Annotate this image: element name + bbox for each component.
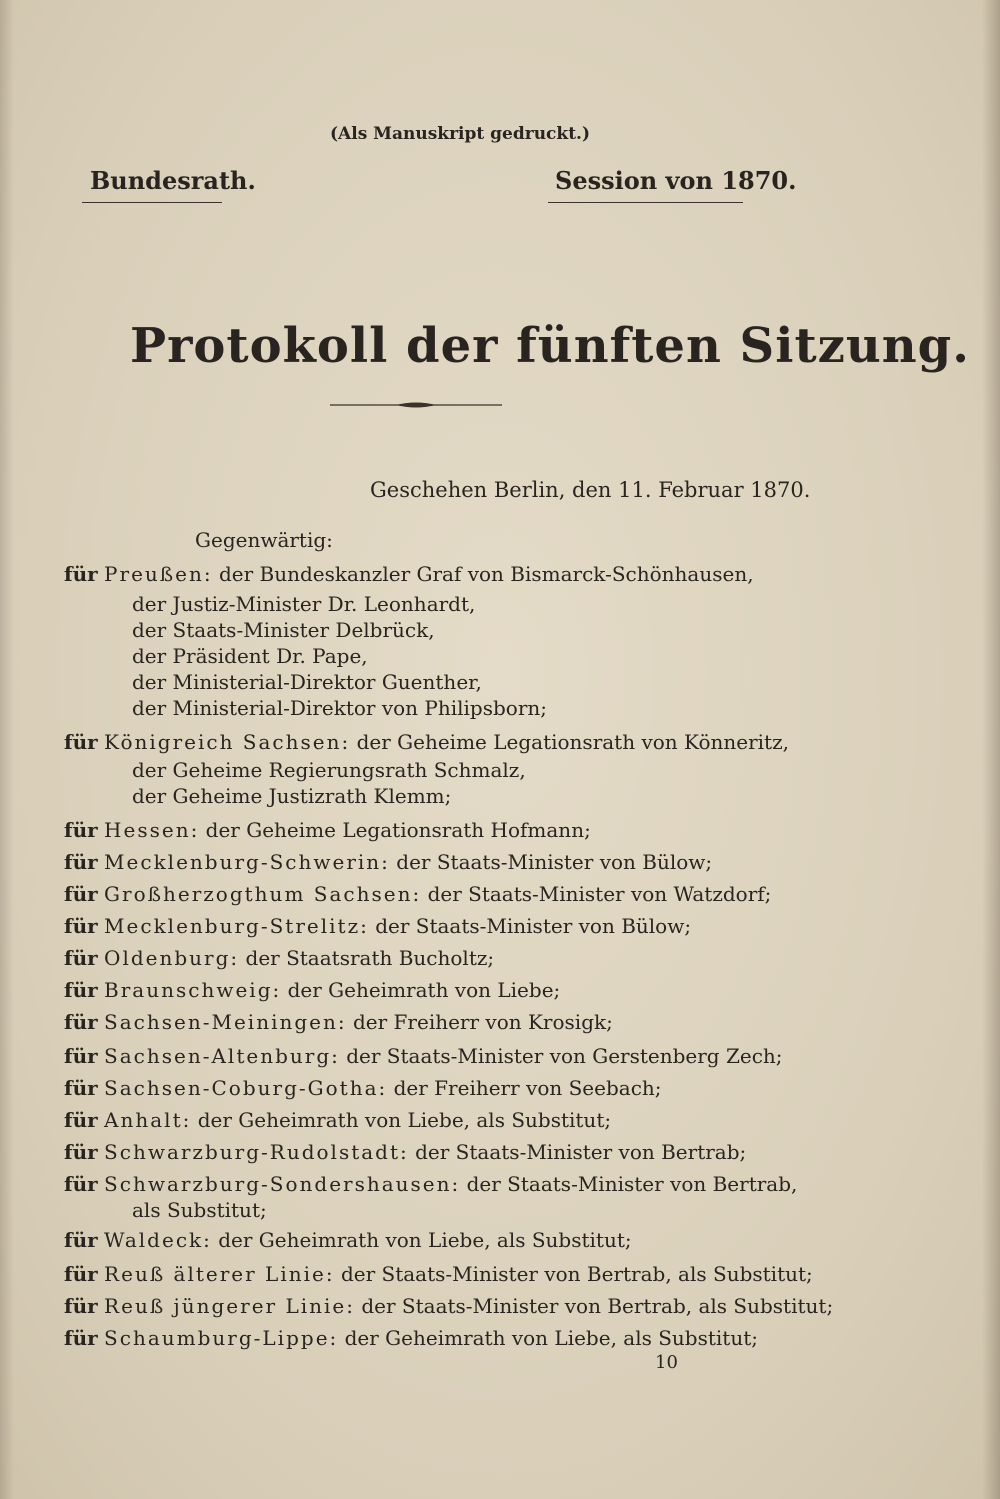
state-name: Hessen: — [104, 818, 200, 842]
delegate-text: der Geheime Justizrath Klemm; — [132, 784, 452, 808]
left-heading: Bundesrath. — [90, 166, 256, 195]
state-name: Schwarzburg-Sondershausen: — [104, 1172, 461, 1196]
page-number: 10 — [655, 1352, 678, 1373]
left-heading-underline — [82, 202, 222, 203]
attendee-line — [64, 1044, 783, 1068]
attendee-line — [132, 592, 475, 616]
delegate-text: als Substitut; — [132, 1198, 267, 1222]
delegate-text: der Justiz-Minister Dr. Leonhardt, — [132, 592, 476, 616]
attendee-line — [64, 562, 754, 586]
fur-label: für — [64, 1140, 98, 1164]
delegate-text: der Geheimrath von Liebe, als Substitut; — [218, 1228, 632, 1252]
state-name: Sachsen-Meiningen: — [104, 1010, 347, 1034]
attendee-line — [64, 1140, 746, 1164]
state-name: Waldeck: — [104, 1228, 212, 1252]
attendee-line — [64, 1326, 758, 1350]
delegate-text: der Ministerial-Direktor von Philipsborn; — [132, 696, 548, 720]
page-edge-shadow-left — [0, 0, 14, 1499]
delegate-text: der Staats-Minister von Bertrab, — [466, 1172, 798, 1196]
manuscript-note: (Als Manuskript gedruckt.) — [330, 124, 591, 144]
delegate-text: der Präsident Dr. Pape, — [132, 644, 368, 668]
delegate-text: der Staats-Minister von Bülow; — [375, 914, 692, 938]
attendee-line — [132, 784, 451, 808]
attendee-line — [64, 978, 560, 1002]
attendee-line — [64, 1294, 833, 1318]
attendee-line — [64, 882, 771, 906]
state-name: Reuß jüngerer Linie: — [104, 1294, 355, 1318]
state-name: Schwarzburg-Rudolstadt: — [104, 1140, 409, 1164]
attendee-line — [132, 696, 547, 720]
title-ornament-rule — [330, 398, 502, 412]
attendee-line — [132, 758, 526, 782]
delegate-text: der Geheimrath von Liebe, als Substitut; — [344, 1326, 758, 1350]
page-edge-shadow-right — [982, 0, 1000, 1499]
attendee-line — [64, 850, 712, 874]
state-name: Sachsen-Altenburg: — [104, 1044, 340, 1068]
page-title: Protokoll der fünften Sitzung. — [130, 318, 970, 374]
delegate-text: der Geheime Legationsrath von Könneritz, — [356, 730, 789, 754]
delegate-text: der Bundeskanzler Graf von Bismarck-Schönhausen, — [218, 562, 754, 586]
delegate-text: der Staats-Minister von Bertrab; — [415, 1140, 747, 1164]
state-name: Großherzogthum Sachsen: — [104, 882, 422, 906]
fur-label: für — [64, 1228, 98, 1252]
fur-label: für — [64, 1076, 98, 1100]
delegate-text: der Staats-Minister von Bertrab, als Substitut; — [361, 1294, 834, 1318]
state-name: Preußen: — [104, 562, 213, 586]
state-name: Reuß älterer Linie: — [104, 1262, 335, 1286]
fur-label: für — [64, 562, 98, 586]
fur-label: für — [64, 946, 98, 970]
state-name: Mecklenburg-Schwerin: — [104, 850, 390, 874]
delegate-text: der Geheime Regierungsrath Schmalz, — [132, 758, 526, 782]
attendee-line — [64, 730, 789, 754]
attendee-line — [64, 1228, 632, 1252]
fur-label: für — [64, 1044, 98, 1068]
fur-label: für — [64, 1326, 98, 1350]
state-name: Anhalt: — [104, 1108, 192, 1132]
delegate-text: der Geheime Legationsrath Hofmann; — [205, 818, 591, 842]
state-name: Sachsen-Coburg-Gotha: — [104, 1076, 388, 1100]
delegate-text: der Staats-Minister von Bertrab, als Substitut; — [340, 1262, 813, 1286]
attendee-line — [132, 644, 368, 668]
fur-label: für — [64, 1108, 98, 1132]
attendee-line — [64, 1262, 813, 1286]
attendee-line — [64, 946, 494, 970]
fur-label: für — [64, 1262, 98, 1286]
attendee-line — [132, 1198, 267, 1222]
fur-label: für — [64, 914, 98, 938]
attendee-line — [64, 1172, 797, 1196]
delegate-text: der Freiherr von Krosigk; — [352, 1010, 613, 1034]
attendee-line — [64, 818, 591, 842]
delegate-text: der Staatsrath Bucholtz; — [245, 946, 495, 970]
state-name: Braunschweig: — [104, 978, 282, 1002]
right-heading-underline — [548, 202, 743, 203]
fur-label: für — [64, 978, 98, 1002]
right-heading: Session von 1870. — [555, 166, 797, 195]
attendee-line — [64, 1076, 662, 1100]
delegate-text: der Staats-Minister von Gerstenberg Zech; — [346, 1044, 783, 1068]
attendee-line — [64, 1108, 611, 1132]
fur-label: für — [64, 1010, 98, 1034]
fur-label: für — [64, 850, 98, 874]
fur-label: für — [64, 730, 98, 754]
dateline: Geschehen Berlin, den 11. Februar 1870. — [370, 478, 811, 502]
delegate-text: der Geheimrath von Liebe, als Substitut; — [197, 1108, 612, 1132]
delegate-text: der Geheimrath von Liebe; — [287, 978, 561, 1002]
fur-label: für — [64, 1294, 98, 1318]
attendee-line — [64, 1010, 613, 1034]
fur-label: für — [64, 882, 98, 906]
fur-label: für — [64, 818, 98, 842]
fur-label: für — [64, 1172, 98, 1196]
state-name: Schaumburg-Lippe: — [104, 1326, 339, 1350]
attendee-line — [64, 914, 691, 938]
state-name: Königreich Sachsen: — [104, 730, 351, 754]
delegate-text: der Staats-Minister von Bülow; — [396, 850, 713, 874]
present-label: Gegenwärtig: — [195, 528, 333, 552]
attendee-line — [132, 670, 482, 694]
delegate-text: der Ministerial-Direktor Guenther, — [132, 670, 482, 694]
delegate-text: der Freiherr von Seebach; — [393, 1076, 662, 1100]
delegate-text: der Staats-Minister von Watzdorf; — [427, 882, 772, 906]
state-name: Mecklenburg-Strelitz: — [104, 914, 369, 938]
delegate-text: der Staats-Minister Delbrück, — [132, 618, 435, 642]
state-name: Oldenburg: — [104, 946, 240, 970]
attendee-line — [132, 618, 435, 642]
